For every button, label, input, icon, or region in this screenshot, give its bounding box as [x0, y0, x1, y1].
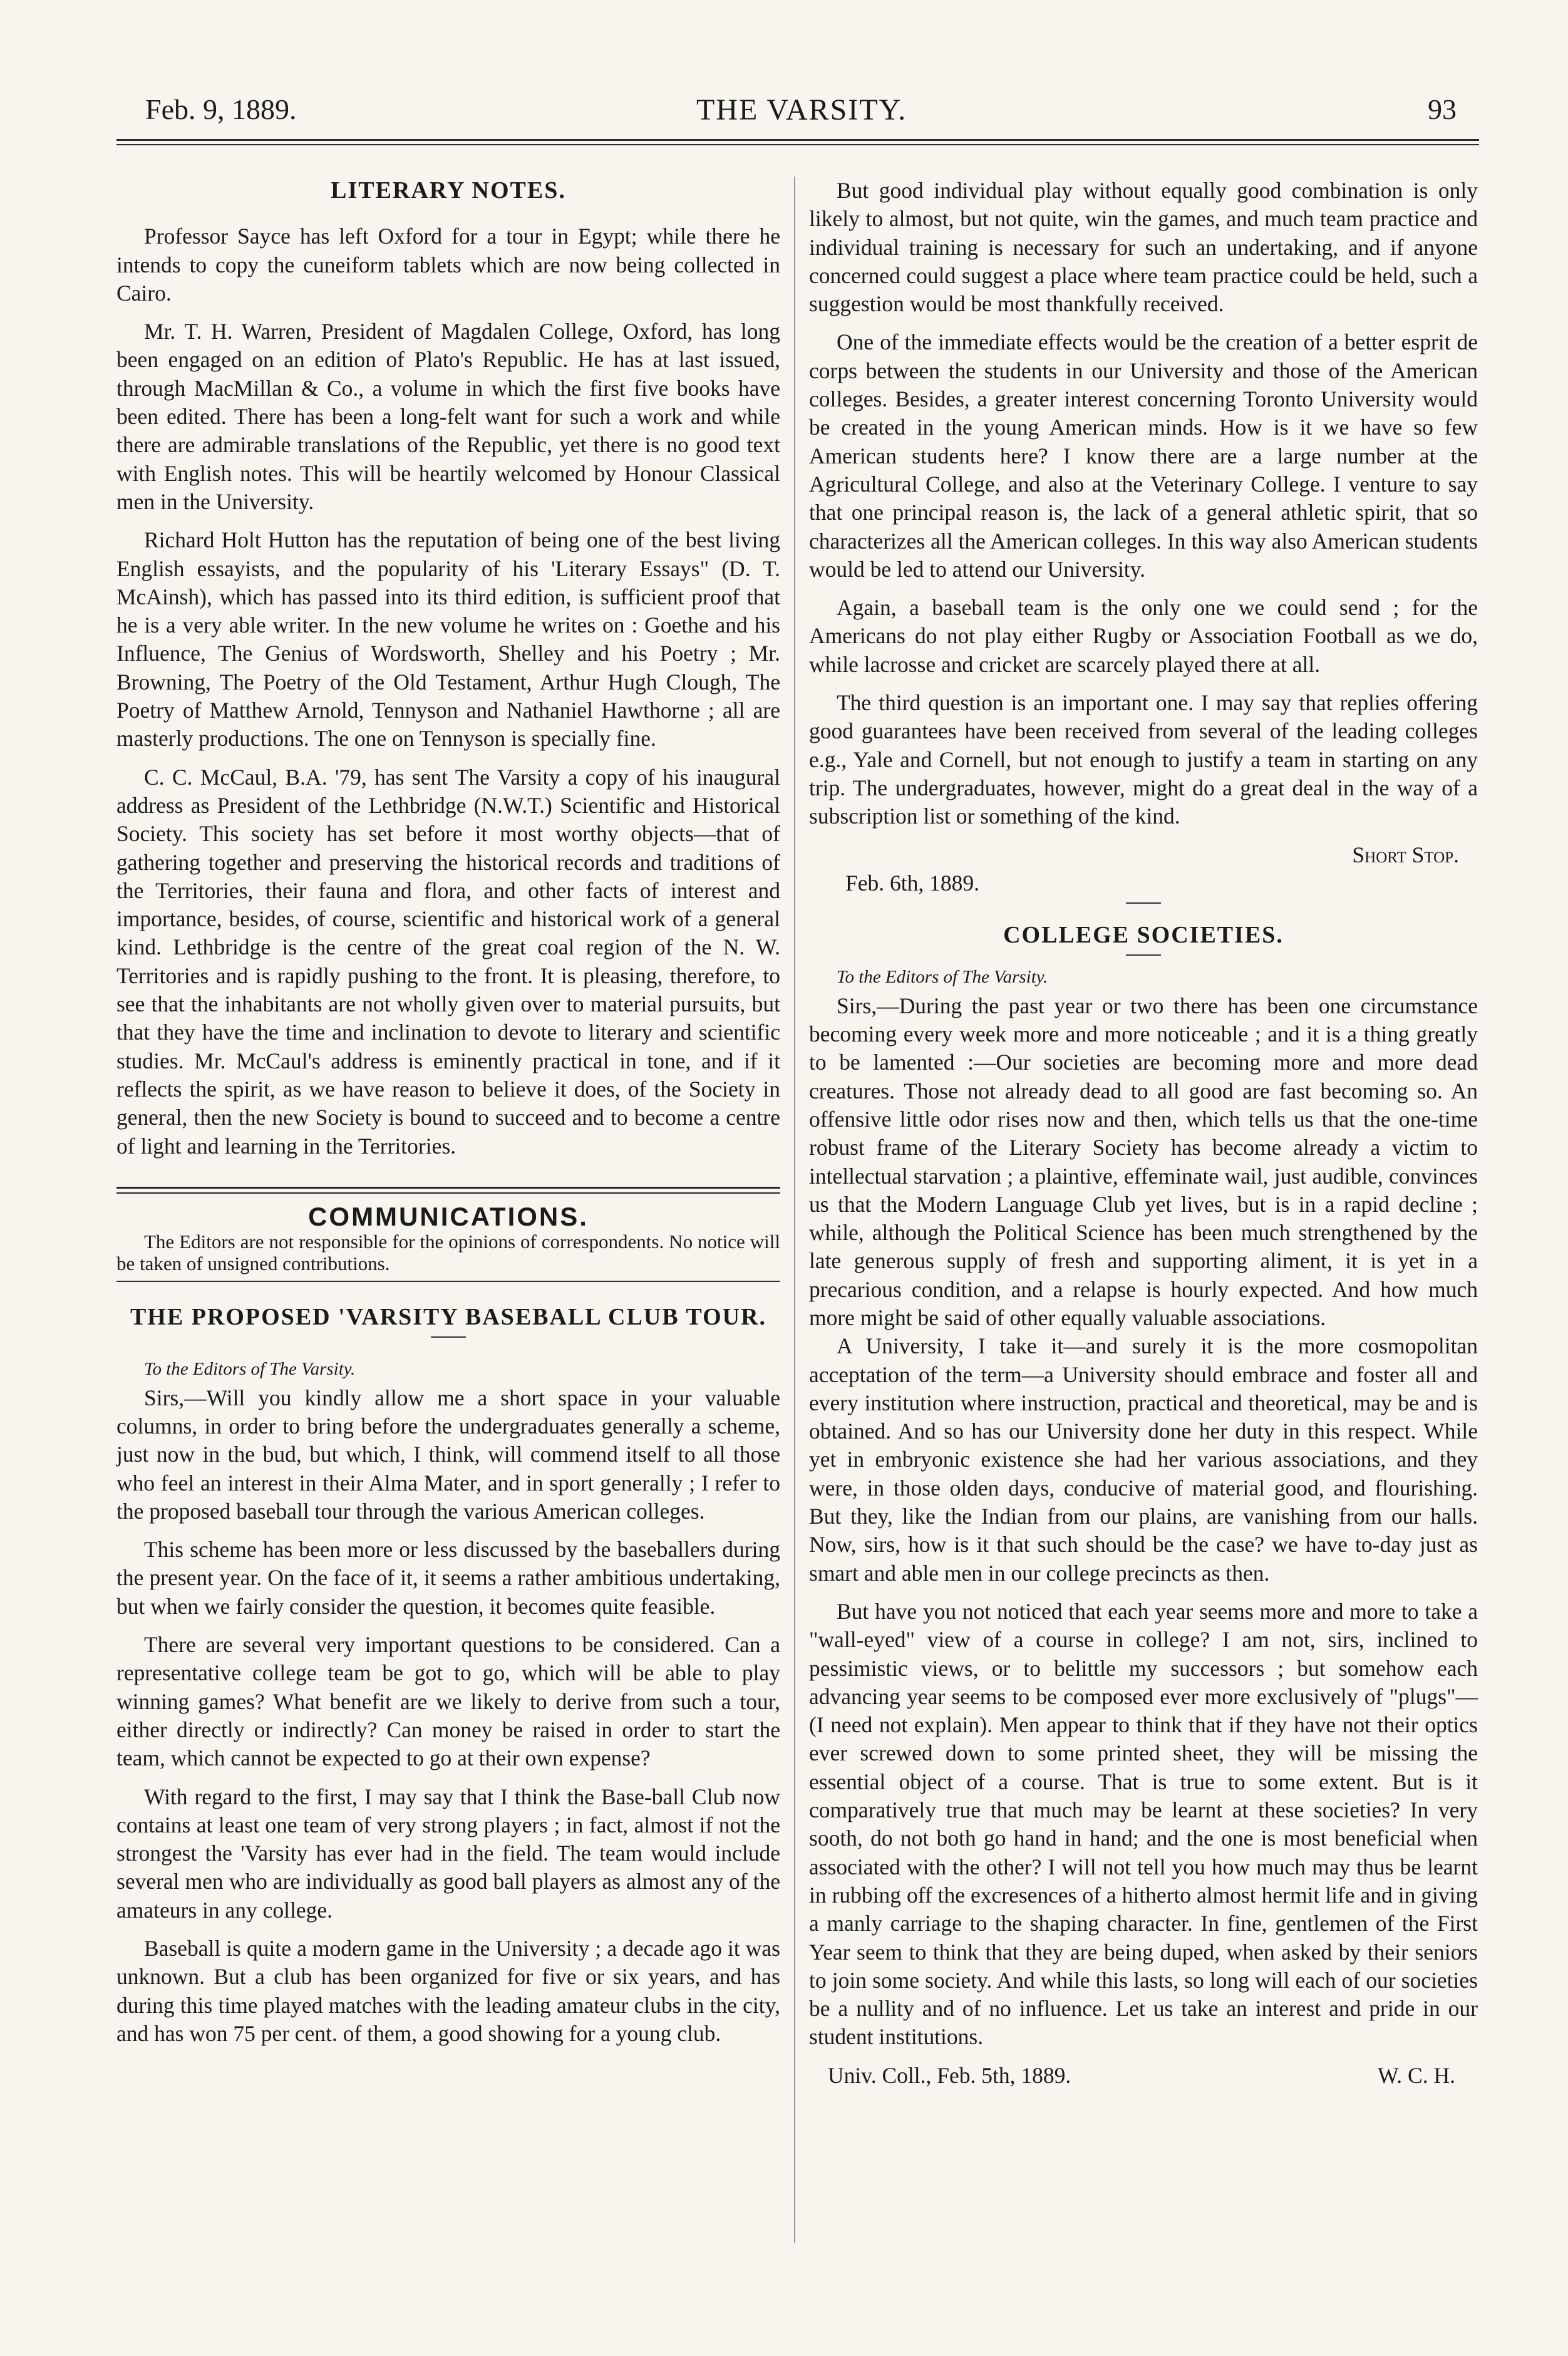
literary-notes-paragraph: C. C. McCaul, B.A. '79, has sent The Varsity a copy of his inaugural address as President of the Lethbridge (N.W.T.) Scientific and Historical Society. This society has set before it most worthy objects—that of gathering together and preserving the historical records and traditions of the Territories, their fauna and flora, and other facts of interest and importance, besides, of course, scientific and historical work of a general kind. Lethbridge is the centre of the great coal region of the N. W. Territories and is rapidly pushing to the front. It is pleasing, therefore, to see that the inhabitants are not wholly given over to material pursuits, but that they have the time and inclination to devote to literary and scientific studies. Mr. McCaul's address is eminently practical in tone, and if it reflects the spirit, as we have reason to believe it does, of the Society in general, then the new Society is bound to succeed and to become a centre of light and learning in the Territories. — [116, 764, 780, 1159]
communications-heading: COMMUNICATIONS. — [308, 1201, 589, 1231]
literary-notes-paragraph: Mr. T. H. Warren, President of Magdalen College, Oxford, has long been engaged on an edition of Plato's Republic. He has at last issued, through MacMillan & Co., a volume in which the first five books have been edited. There has been a long-felt want for such a work and while there are admirable translations of the Republic, yet there is no good text with English notes. This will be heartily welcomed by Honour Classical men in the University. — [116, 319, 780, 514]
baseball-letter-paragraph: With regard to the first, I may say that I think the Base-ball Club now contains at least one team of very strong players ; in fact, almost if not the strongest the 'Varsity has ever had in the field. The team would include several men who are individually as good ball players as almost any of the amateurs in any college. — [116, 1784, 780, 1923]
societies-letter-signature: W. C. H. — [1378, 2062, 1455, 2088]
societies-letter-paragraph: But have you not noticed that each year seems more and more to take a "wall-eyed" view of a course in college? I am not, sirs, inclined to pessimistic views, or to belittle my successors ; but somehow each advancing year seems to be composed ever more exclusively of "plugs"—(I need not explain). Men appear to think that if they have not their optics ever screwed down to some printed sheet, they will be missing the essential object of a course. That is true to some extent. But is it comparatively true that much may be learnt at these societies? In very sooth, do not both go hand in hand; and the one is most beneficial when associated with the other? I will not tell you how much may thus be learnt in rubbing off the excresences of a hitherto almost hermit life and in giving a manly carriage to the shaping character. In fine, gentlemen of the First Year seem to think that they are being duped, when asked by their seniors to join some society. And while this lasts, so long will each of our societies be a nullity and of no influence. Let us take an interest and pride in our student institutions. — [809, 1598, 1478, 2050]
literary-notes-paragraph: Richard Holt Hutton has the reputation of being one of the best living English essayists, and the popularity of his 'Literary Essays" (D. T. McAinsh), which has passed into its third edition, is sufficient proof that he is a very able writer. In the new volume he writes on : Goethe and his Influence, The Genius of Wordsworth, Shelley and his Poetry ; Mr. Browning, The Poetry of the Old Testament, Arthur Hugh Clough, The Poetry of Matthew Arnold, Tennyson and Nathaniel Hawthorne ; all are masterly productions. The one on Tennyson is specially fine. — [116, 527, 780, 752]
baseball-letter-paragraph: Sirs,—Will you kindly allow me a short space in your valuable columns, in order to bring before the undergraduates generally a scheme, just now in the bud, but which, I think, will commend itself to all those who feel an interest in their Alma Mater, and in sport generally ; I refer to the proposed baseball tour through the various American colleges. — [116, 1385, 780, 1524]
right-column — [809, 177, 1478, 2090]
letter-address: To the Editors of The Varsity. — [144, 1359, 356, 1380]
baseball-letter-paragraph: One of the immediate effects would be the creation of a better esprit de corps between the students in our University and those of the American colleges. Besides, a greater interest concerning Toronto University would be created in the young American minds. How is it we have so few American students here? I know there are a large number at the Agricultural College, and also at the Veterinary College. I venture to say that one principal reason is, the lack of a general athletic spirit, that so characterizes all the American colleges. In this way also American students would be led to attend our University. — [809, 329, 1478, 582]
societies-letter-paragraph: A University, I take it—and surely it is the more cosmopolitan acceptation of the term—a University should embrace and foster all and every institution where instruction, practical and theoretical, may be and is obtained. And so has our University done her duty in this respect. While yet in embryonic existence she had her various associations, and they were, in those olden days, conducive of material good, and flourishing. But they, like the Indian from our plains, are vanishing from our halls. Now, sirs, how is it that such should be the case? we have to-day just as smart and able men in our college precincts as then. — [809, 1333, 1478, 1586]
heading-dash — [1126, 902, 1161, 904]
section-divider — [116, 1187, 780, 1194]
societies-letter-paragraph: Sirs,—During the past year or two there has been one circumstance becoming every week more and more noticeable ; and it is a thing greatly to be lamented :—Our societies are becoming more and more dead creatures. Those not already dead to all good are fast becoming so. An offensive little odor rises now and then, which tells us that the one-time robust frame of the Literary Society has become already a victim to intellectual starvation ; a plaintive, effeminate wail, just audible, convinces us that the Modern Language Club yet lives, but is in a rapid decline ; while, although the Political Science has been much strengthened by the late generous supply of fresh and supporting aliment, it is yet in a precarious condition, and a relapse is hourly expected. And how much more might be said of other equally valuable associations. — [809, 993, 1478, 1330]
baseball-letter-paragraph: The third question is an important one. I may say that replies offering good guarantees have been received from several of the leading colleges e.g., Yale and Cornell, but not enough to justify a team in starting on any trip. The undergraduates, however, might do a great deal in the way of a subscription list or something of the kind. — [809, 690, 1478, 829]
heading-dash — [1126, 954, 1161, 956]
societies-letter-signoff — [809, 2062, 1478, 2090]
baseball-tour-heading: THE PROPOSED 'VARSITY BASEBALL CLUB TOUR. — [130, 1304, 767, 1331]
header-rule-bottom — [116, 144, 1479, 145]
page-number: 93 — [1428, 93, 1457, 125]
baseball-letter-signature: Short Stop. — [1352, 842, 1459, 867]
baseball-letter-paragraph: There are several very important questions to be considered. Can a representative college team be got to go, which will be able to play winning games? What benefit are we likely to derive from such a tour, either directly or indirectly? Can money be raised in order to start the team, which cannot be expected to go at their own expense? — [116, 1632, 780, 1771]
page-header — [0, 0, 1568, 150]
societies-letter-place-date: Univ. Coll., Feb. 5th, 1889. — [828, 2062, 1071, 2088]
left-column — [116, 177, 780, 2048]
column-divider — [794, 177, 795, 2243]
section-divider — [116, 1281, 780, 1282]
heading-dash — [431, 1336, 466, 1338]
college-societies-heading: COLLEGE SOCIETIES. — [1003, 922, 1284, 949]
literary-notes-heading: LITERARY NOTES. — [331, 177, 566, 204]
literary-notes-paragraph: Professor Sayce has left Oxford for a tour in Egypt; while there he intends to copy the cuneiform tablets which are now being collected in Cairo. — [116, 224, 780, 306]
communications-disclaimer: The Editors are not responsible for the opinions of correspondents. No notice will be taken of unsigned contributions. — [116, 1231, 780, 1275]
letter-address: To the Editors of The Varsity. — [837, 967, 1048, 988]
baseball-letter-paragraph: Baseball is quite a modern game in the University ; a decade ago it was unknown. But a club has been organized for five or six years, and has during this time played matches with the leading amateur clubs in the city, and has won 75 per cent. of them, a good showing for a young club. — [116, 1936, 780, 2046]
issue-date: Feb. 9, 1889. — [145, 93, 297, 125]
baseball-letter-paragraph: This scheme has been more or less discussed by the baseballers during the present year. On the face of it, it seems a rather ambitious undertaking, but when we fairly consider the question, it becomes quite feasible. — [116, 1537, 780, 1619]
header-rule-top — [116, 139, 1479, 141]
baseball-letter-paragraph: But good individual play without equally good combination is only likely to almost, but not quite, win the games, and much team practice and individual training is necessary for such an undertaking, and if anyone concerned could suggest a place where team practice could be held, such a suggestion would be most thankfully received. — [809, 178, 1478, 317]
publication-title: THE VARSITY. — [696, 93, 907, 127]
baseball-letter-date: Feb. 6th, 1889. — [845, 870, 979, 896]
baseball-letter-paragraph: Again, a baseball team is the only one we could send ; for the Americans do not play either Rugby or Association Football as we do, while lacrosse and cricket are scarcely played there at all. — [809, 595, 1478, 677]
